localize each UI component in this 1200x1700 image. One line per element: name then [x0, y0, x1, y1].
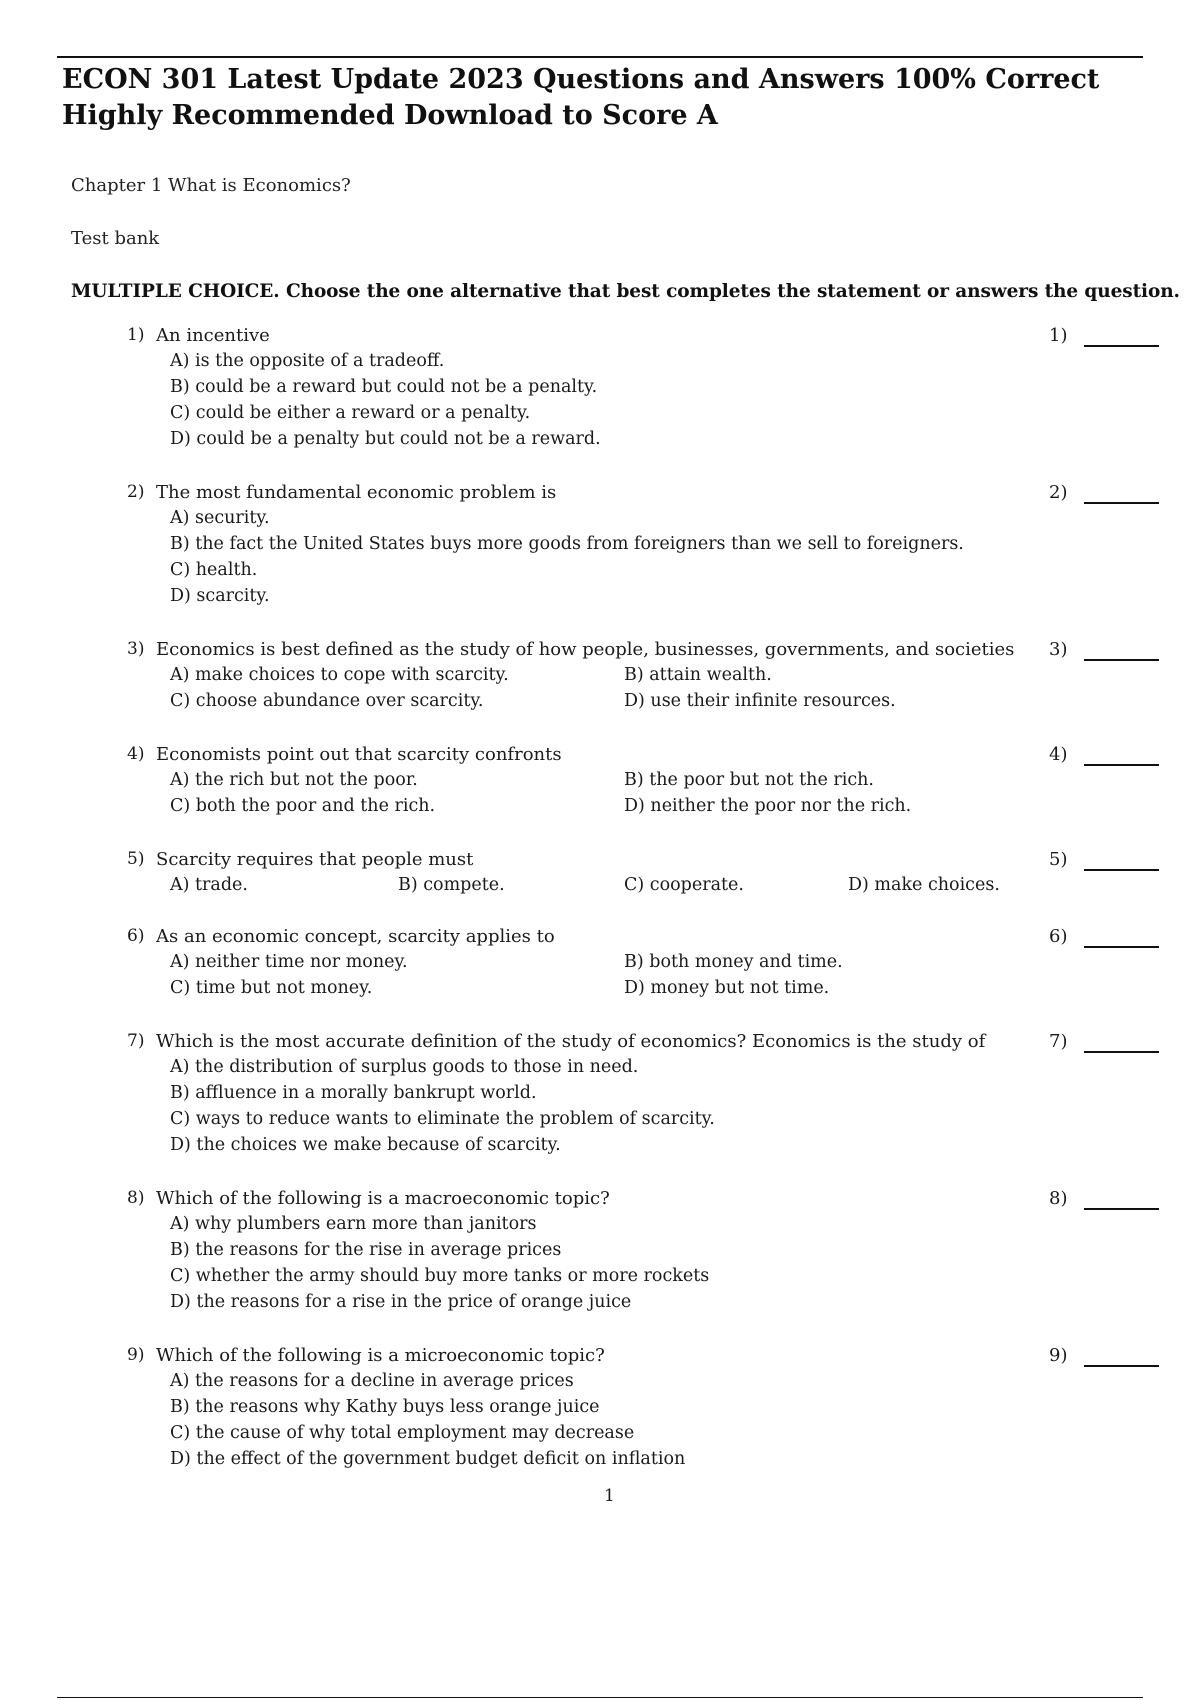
option-c: C) both the poor and the rich. — [170, 796, 436, 816]
question-text: Economics is best defined as the study of how people, businesses, governments, and societies — [156, 639, 1015, 660]
option-c: C) ways to reduce wants to eliminate the problem of scarcity. — [170, 1109, 715, 1129]
option-d: D) could be a penalty but could not be a reward. — [170, 429, 601, 449]
question-text: An incentive — [156, 325, 270, 346]
option-d: D) neither the poor nor the rich. — [624, 796, 912, 816]
question-number: 4) — [127, 744, 145, 764]
option-c: C) time but not money. — [170, 978, 373, 998]
question-text: As an economic concept, scarcity applies to — [156, 926, 555, 947]
option-a: A) trade. — [170, 875, 248, 895]
option-d: D) scarcity. — [170, 586, 270, 606]
option-b: B) the reasons why Kathy buys less orange juice — [170, 1397, 600, 1417]
option-b: B) the fact the United States buys more goods from foreigners than we sell to foreigners. — [170, 534, 964, 554]
option-c: C) cooperate. — [624, 875, 744, 895]
answer-blank[interactable] — [1084, 502, 1159, 504]
option-a: A) the distribution of surplus goods to those in need. — [170, 1057, 639, 1077]
option-b: B) the poor but not the rich. — [624, 770, 874, 790]
answer-blank[interactable] — [1084, 946, 1159, 948]
option-d: D) use their infinite resources. — [624, 691, 896, 711]
answer-label: 2) — [1049, 482, 1068, 503]
answer-label: 9) — [1049, 1345, 1068, 1366]
chapter-heading: Chapter 1 What is Economics? — [71, 175, 351, 196]
option-b: B) could be a reward but could not be a penalty. — [170, 377, 598, 397]
option-a: A) neither time nor money. — [170, 952, 408, 972]
question-number: 8) — [127, 1188, 145, 1208]
option-c: C) health. — [170, 560, 258, 580]
option-d: D) make choices. — [848, 875, 1000, 895]
option-c: C) choose abundance over scarcity. — [170, 691, 484, 711]
question-text: Which is the most accurate definition of the study of economics? Economics is the study of — [156, 1031, 986, 1052]
option-d: D) the effect of the government budget deficit on inflation — [170, 1449, 686, 1469]
option-a: A) make choices to cope with scarcity. — [170, 665, 509, 685]
answer-blank[interactable] — [1084, 1051, 1159, 1053]
answer-blank[interactable] — [1084, 869, 1159, 871]
instructions: MULTIPLE CHOICE. Choose the one alternative that best completes the statement or answers the question. — [71, 281, 1180, 302]
option-a: A) security. — [170, 508, 270, 528]
answer-blank[interactable] — [1084, 1365, 1159, 1367]
bottom-rule — [57, 1697, 1143, 1698]
question-number: 1) — [127, 325, 145, 345]
answer-blank[interactable] — [1084, 1208, 1159, 1210]
answer-blank[interactable] — [1084, 659, 1159, 661]
answer-label: 4) — [1049, 744, 1068, 765]
option-a: A) why plumbers earn more than janitors — [170, 1214, 537, 1234]
answer-label: 8) — [1049, 1188, 1068, 1209]
option-a: A) the rich but not the poor. — [170, 770, 418, 790]
question-number: 7) — [127, 1031, 145, 1051]
question-text: Which of the following is a microeconomic topic? — [156, 1345, 605, 1366]
option-d: D) the reasons for a rise in the price of orange juice — [170, 1292, 632, 1312]
page-number: 1 — [604, 1486, 615, 1506]
answer-label: 7) — [1049, 1031, 1068, 1052]
question-text: Economists point out that scarcity confronts — [156, 744, 562, 765]
answer-label: 1) — [1049, 325, 1068, 346]
answer-label: 5) — [1049, 849, 1068, 870]
question-number: 3) — [127, 639, 145, 659]
option-b: B) both money and time. — [624, 952, 843, 972]
top-rule — [57, 56, 1143, 58]
question-number: 6) — [127, 926, 145, 946]
option-a: A) the reasons for a decline in average prices — [170, 1371, 574, 1391]
option-b: B) attain wealth. — [624, 665, 772, 685]
document-title: ECON 301 Latest Update 2023 Questions and Answers 100% Correct Highly Recommended Download to Score A — [62, 64, 1100, 131]
option-c: C) could be either a reward or a penalty. — [170, 403, 531, 423]
answer-blank[interactable] — [1084, 345, 1159, 347]
question-number: 5) — [127, 849, 145, 869]
question-number: 2) — [127, 482, 145, 502]
test-bank-label: Test bank — [71, 228, 160, 249]
option-d: D) the choices we make because of scarcity. — [170, 1135, 561, 1155]
answer-blank[interactable] — [1084, 764, 1159, 766]
answer-label: 6) — [1049, 926, 1068, 947]
answer-label: 3) — [1049, 639, 1068, 660]
question-text: Which of the following is a macroeconomic topic? — [156, 1188, 610, 1209]
option-c: C) whether the army should buy more tanks or more rockets — [170, 1266, 710, 1286]
option-b: B) the reasons for the rise in average prices — [170, 1240, 562, 1260]
question-text: The most fundamental economic problem is — [156, 482, 557, 503]
option-d: D) money but not time. — [624, 978, 830, 998]
option-b: B) affluence in a morally bankrupt world. — [170, 1083, 537, 1103]
question-text: Scarcity requires that people must — [156, 849, 474, 870]
option-c: C) the cause of why total employment may decrease — [170, 1423, 635, 1443]
option-b: B) compete. — [398, 875, 505, 895]
option-a: A) is the opposite of a tradeoff. — [170, 351, 445, 371]
question-number: 9) — [127, 1345, 145, 1365]
